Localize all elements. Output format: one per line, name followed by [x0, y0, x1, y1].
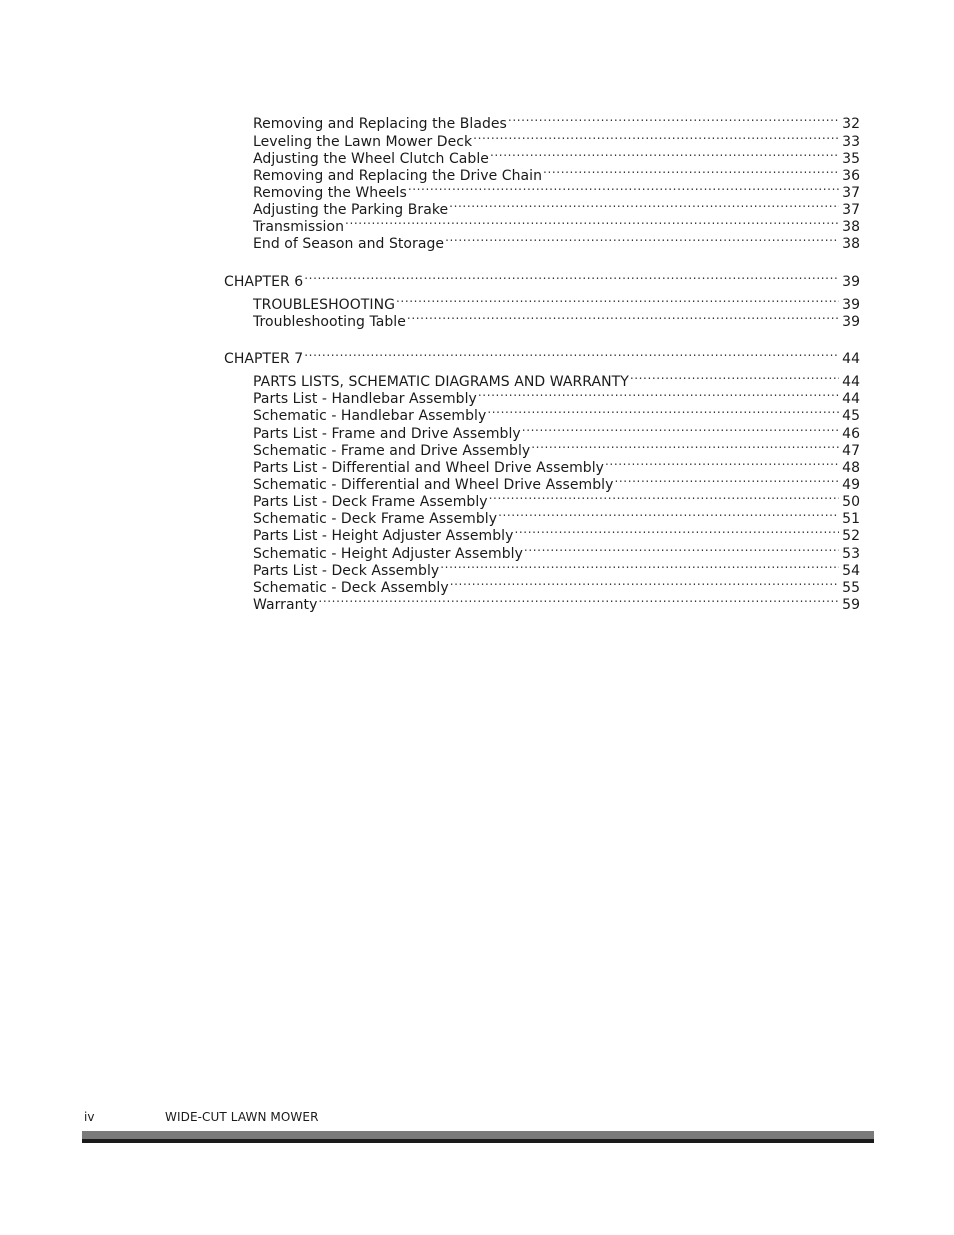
dot-leader	[524, 541, 839, 558]
toc-entry-title: Parts List - Height Adjuster Assembly	[253, 528, 514, 544]
toc-entry-title: Schematic - Deck Frame Assembly	[253, 511, 498, 527]
toc-entry-page: 37	[842, 185, 860, 201]
toc-entry[interactable]	[253, 163, 860, 184]
dot-leader	[318, 592, 839, 609]
toc-chapter-7[interactable]	[224, 346, 860, 367]
toc-entry-page: 44	[842, 374, 860, 390]
dot-leader	[514, 523, 839, 540]
dot-leader	[449, 197, 839, 214]
toc-entry-page: 38	[842, 219, 860, 235]
toc-entry-page: 54	[842, 563, 860, 579]
toc-entry-page: 45	[842, 408, 860, 424]
toc-entry-page: 51	[842, 511, 860, 527]
toc-entry-title: Adjusting the Parking Brake	[253, 202, 449, 218]
toc-entry-page: 38	[842, 236, 860, 252]
toc-entry-title: Schematic - Deck Assembly	[253, 580, 449, 596]
dot-leader	[490, 146, 839, 163]
toc-entry[interactable]	[253, 506, 860, 527]
chapter-title: CHAPTER 6	[224, 274, 304, 290]
dot-leader	[508, 111, 839, 128]
toc-entry-title: End of Season and Storage	[253, 236, 445, 252]
dot-leader	[605, 455, 839, 472]
footer-rule-black	[82, 1139, 874, 1143]
toc-entry-page: 48	[842, 460, 860, 476]
footer-rule-gray	[82, 1131, 874, 1139]
toc-entry[interactable]	[253, 541, 860, 562]
dot-leader	[487, 403, 839, 420]
chapter-page: 44	[842, 351, 860, 367]
toc-entry[interactable]	[253, 455, 860, 476]
dot-leader	[630, 369, 839, 386]
toc-entry[interactable]	[253, 438, 860, 459]
dot-leader	[614, 472, 839, 489]
dot-leader	[543, 163, 839, 180]
toc-entry[interactable]	[253, 146, 860, 167]
footer-page-number: iv	[84, 1110, 95, 1124]
dot-leader	[531, 438, 839, 455]
toc-entry-title: Schematic - Height Adjuster Assembly	[253, 546, 523, 562]
toc-entry-page: 50	[842, 494, 860, 510]
toc-entry-title: Parts List - Differential and Wheel Drive Assembly	[253, 460, 605, 476]
toc-entry-title: Removing the Wheels	[253, 185, 407, 201]
toc-entry-title: Parts List - Handlebar Assembly	[253, 391, 477, 407]
toc-entry[interactable]	[253, 231, 860, 252]
toc-entry[interactable]	[253, 180, 860, 201]
chapter-title: CHAPTER 7	[224, 351, 304, 367]
dot-leader	[304, 269, 839, 286]
toc-entry[interactable]	[253, 558, 860, 579]
toc-entry[interactable]	[253, 111, 860, 132]
toc-entry[interactable]	[253, 386, 860, 407]
toc-entry-page: 32	[842, 116, 860, 132]
toc-entry[interactable]	[253, 309, 860, 330]
toc-entry-title: Removing and Replacing the Blades	[253, 116, 507, 132]
toc-entry[interactable]	[253, 214, 860, 235]
dot-leader	[396, 292, 839, 309]
dot-leader	[440, 558, 839, 575]
toc-entry[interactable]	[253, 197, 860, 218]
toc-entry[interactable]	[253, 489, 860, 510]
toc-entry-title: Schematic - Frame and Drive Assembly	[253, 443, 531, 459]
toc-entry-title: Parts List - Deck Assembly	[253, 563, 440, 579]
chapter-page: 39	[842, 274, 860, 290]
dot-leader	[408, 180, 839, 197]
toc-entry-page: 53	[842, 546, 860, 562]
toc-entry[interactable]	[253, 575, 860, 596]
toc-entry[interactable]	[253, 403, 860, 424]
dot-leader	[407, 309, 839, 326]
toc-entry[interactable]	[253, 129, 860, 150]
toc-entry-page: 47	[842, 443, 860, 459]
toc-entry-page: 35	[842, 151, 860, 167]
toc-entry-title: Adjusting the Wheel Clutch Cable	[253, 151, 489, 167]
toc-entry[interactable]	[253, 592, 860, 613]
toc-entry-page: 39	[842, 314, 860, 330]
toc-entry-page: 55	[842, 580, 860, 596]
dot-leader	[473, 129, 839, 146]
toc-entry-page: 59	[842, 597, 860, 613]
toc-entry[interactable]	[253, 292, 860, 313]
toc-entry-page: 37	[842, 202, 860, 218]
dot-leader	[450, 575, 839, 592]
toc-entry-page: 36	[842, 168, 860, 184]
toc-entry-title: Schematic - Handlebar Assembly	[253, 408, 487, 424]
dot-leader	[345, 214, 839, 231]
dot-leader	[522, 421, 839, 438]
dot-leader	[445, 231, 839, 248]
toc-entry-page: 52	[842, 528, 860, 544]
toc-entry[interactable]	[253, 472, 860, 493]
dot-leader	[304, 346, 839, 363]
toc-entry-title: PARTS LISTS, SCHEMATIC DIAGRAMS AND WARRANTY	[253, 374, 629, 390]
toc-entry-title: Leveling the Lawn Mower Deck	[253, 134, 473, 150]
toc-entry-page: 39	[842, 297, 860, 313]
toc-entry-title: Troubleshooting Table	[253, 314, 406, 330]
toc-entry-title: Parts List - Deck Frame Assembly	[253, 494, 488, 510]
toc-entry-title: Removing and Replacing the Drive Chain	[253, 168, 543, 184]
toc-chapter-6[interactable]	[224, 269, 860, 290]
toc-entry-page: 33	[842, 134, 860, 150]
footer-title: WIDE-CUT LAWN MOWER	[165, 1110, 319, 1124]
dot-leader	[498, 506, 839, 523]
toc-entry[interactable]	[253, 523, 860, 544]
dot-leader	[478, 386, 839, 403]
toc-entry-title: Parts List - Frame and Drive Assembly	[253, 426, 521, 442]
toc-entry-title: Schematic - Differential and Wheel Drive Assembly	[253, 477, 614, 493]
toc-entry-page: 49	[842, 477, 860, 493]
toc-entry-title: TROUBLESHOOTING	[253, 297, 396, 313]
toc-entry[interactable]	[253, 421, 860, 442]
toc-entry-page: 46	[842, 426, 860, 442]
toc-entry-title: Warranty	[253, 597, 318, 613]
dot-leader	[489, 489, 840, 506]
toc-entry-page: 44	[842, 391, 860, 407]
toc-entry[interactable]	[253, 369, 860, 390]
toc-entry-title: Transmission	[253, 219, 345, 235]
